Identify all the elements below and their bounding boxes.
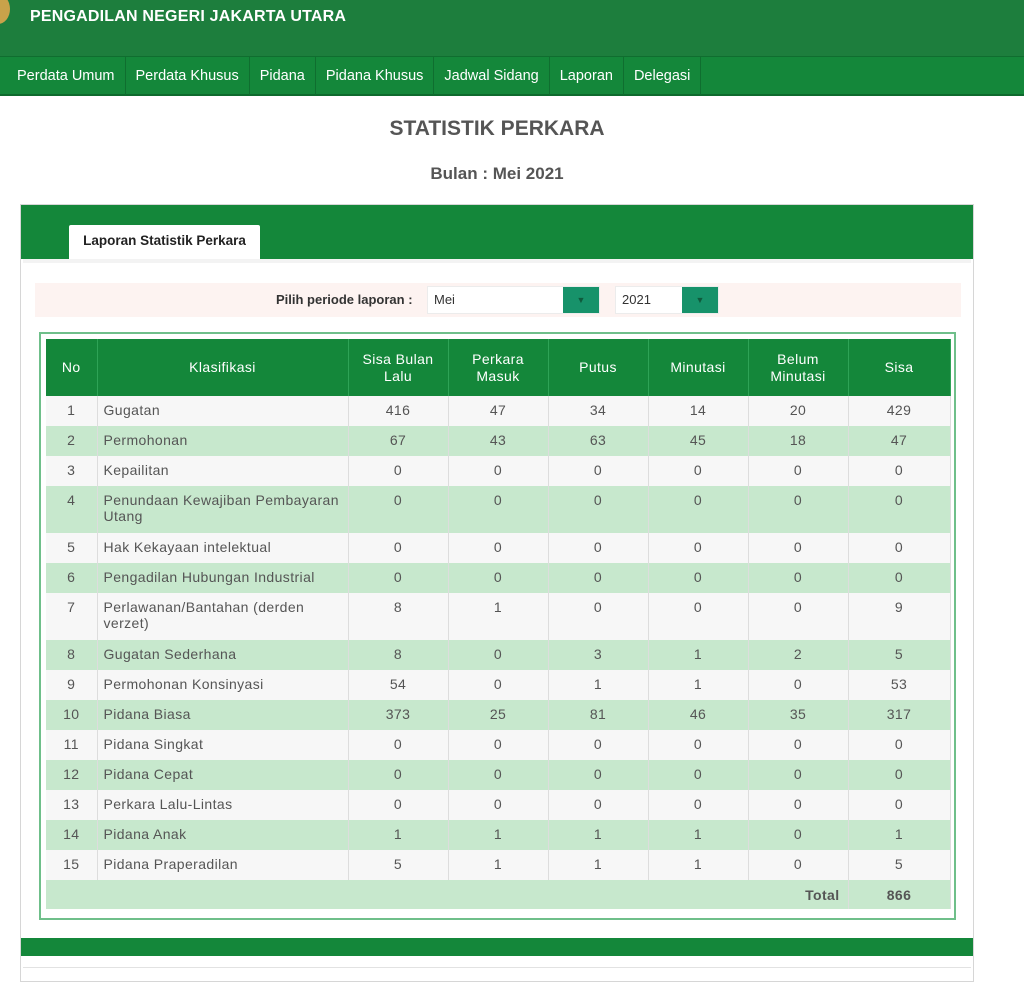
cell-value: 0 <box>348 486 448 533</box>
main-nav <box>0 56 1024 96</box>
cell-value: 0 <box>348 760 448 790</box>
cell-value: 0 <box>748 533 848 563</box>
cell-value: 0 <box>448 730 548 760</box>
cell-value: 0 <box>548 563 648 593</box>
cell-value: 0 <box>448 640 548 670</box>
cell-klasifikasi: Permohonan Konsinyasi <box>97 670 348 700</box>
chevron-down-icon[interactable]: ▼ <box>563 287 599 313</box>
cell-value: 0 <box>848 563 950 593</box>
cell-value: 81 <box>548 700 648 730</box>
cell-value: 53 <box>848 670 950 700</box>
site-title[interactable]: PENGADILAN NEGERI JAKARTA UTARA <box>30 8 347 25</box>
cell-value: 0 <box>448 670 548 700</box>
cell-value: 0 <box>448 563 548 593</box>
table-row <box>46 730 950 760</box>
cell-value: 0 <box>648 730 748 760</box>
cell-value: 0 <box>448 760 548 790</box>
cell-klasifikasi: Pidana Praperadilan <box>97 850 348 880</box>
cell-value: 0 <box>748 486 848 533</box>
cell-value: 0 <box>748 820 848 850</box>
table-row <box>46 396 950 426</box>
cell-value: 416 <box>348 396 448 426</box>
cell-value: 0 <box>448 790 548 820</box>
cell-value: 11 <box>46 730 97 760</box>
site-header <box>0 0 1024 56</box>
cell-value: 1 <box>848 820 950 850</box>
cell-value: 4 <box>46 486 97 533</box>
nav-delegasi[interactable]: Delegasi <box>624 57 701 95</box>
table-row <box>46 456 950 486</box>
col-header: Klasifikasi <box>97 339 348 396</box>
cell-klasifikasi: Pengadilan Hubungan Industrial <box>97 563 348 593</box>
col-header: Perkara Masuk <box>448 339 548 396</box>
cell-value: 317 <box>848 700 950 730</box>
report-panel <box>20 204 974 982</box>
tab-laporan-statistik[interactable]: Laporan Statistik Perkara <box>69 225 260 259</box>
cell-value: 0 <box>648 790 748 820</box>
col-header: Sisa <box>848 339 950 396</box>
table-row <box>46 640 950 670</box>
table-row <box>46 790 950 820</box>
table-header-row <box>46 339 950 396</box>
cell-value: 0 <box>848 790 950 820</box>
cell-value: 34 <box>548 396 648 426</box>
panel-footer-bar <box>21 938 973 956</box>
stats-table <box>46 339 951 909</box>
cell-value: 43 <box>448 426 548 456</box>
cell-value: 0 <box>848 760 950 790</box>
cell-value: 0 <box>648 533 748 563</box>
cell-value: 0 <box>348 730 448 760</box>
cell-value: 1 <box>448 593 548 640</box>
cell-value: 1 <box>548 670 648 700</box>
cell-value: 0 <box>348 456 448 486</box>
chevron-down-icon[interactable]: ▼ <box>682 287 718 313</box>
panel-divider <box>23 259 971 263</box>
cell-klasifikasi: Pidana Biasa <box>97 700 348 730</box>
nav-jadwal-sidang[interactable]: Jadwal Sidang <box>434 57 549 95</box>
cell-value: 8 <box>348 593 448 640</box>
court-logo <box>0 0 10 24</box>
cell-value: 0 <box>548 760 648 790</box>
cell-value: 0 <box>748 563 848 593</box>
cell-value: 0 <box>448 486 548 533</box>
cell-value: 0 <box>548 593 648 640</box>
table-row <box>46 700 950 730</box>
cell-value: 35 <box>748 700 848 730</box>
col-header: Belum Minutasi <box>748 339 848 396</box>
cell-value: 63 <box>548 426 648 456</box>
cell-value: 5 <box>46 533 97 563</box>
nav-pidana-khusus[interactable]: Pidana Khusus <box>316 57 435 95</box>
cell-value: 54 <box>348 670 448 700</box>
cell-value: 0 <box>748 790 848 820</box>
page-subtitle: Bulan : Mei 2021 <box>430 164 564 183</box>
cell-value: 0 <box>748 593 848 640</box>
cell-value: 0 <box>848 533 950 563</box>
cell-value: 47 <box>448 396 548 426</box>
cell-value: 0 <box>848 486 950 533</box>
cell-value: 14 <box>46 820 97 850</box>
cell-value: 47 <box>848 426 950 456</box>
cell-value: 0 <box>548 456 648 486</box>
cell-value: 0 <box>848 456 950 486</box>
filter-label: Pilih periode laporan : <box>276 292 413 307</box>
col-header: No <box>46 339 97 396</box>
month-select[interactable] <box>427 286 600 314</box>
cell-value: 1 <box>648 670 748 700</box>
col-header: Sisa Bulan Lalu <box>348 339 448 396</box>
cell-value: 2 <box>748 640 848 670</box>
cell-value: 0 <box>648 593 748 640</box>
table-row <box>46 486 950 533</box>
cell-value: 9 <box>46 670 97 700</box>
cell-value: 0 <box>548 790 648 820</box>
table-row <box>46 563 950 593</box>
cell-value: 0 <box>448 533 548 563</box>
table-total-row <box>46 880 950 909</box>
cell-klasifikasi: Gugatan <box>97 396 348 426</box>
cell-klasifikasi: Pidana Cepat <box>97 760 348 790</box>
table-row <box>46 820 950 850</box>
nav-laporan[interactable]: Laporan <box>550 57 624 95</box>
cell-value: 0 <box>348 533 448 563</box>
cell-klasifikasi: Pidana Anak <box>97 820 348 850</box>
cell-value: 15 <box>46 850 97 880</box>
cell-value: 0 <box>748 670 848 700</box>
cell-value: 5 <box>848 850 950 880</box>
col-header: Putus <box>548 339 648 396</box>
table-row <box>46 760 950 790</box>
cell-value: 46 <box>648 700 748 730</box>
cell-value: 0 <box>448 456 548 486</box>
cell-value: 1 <box>448 820 548 850</box>
cell-value: 0 <box>348 563 448 593</box>
panel-header <box>21 205 973 259</box>
cell-value: 3 <box>548 640 648 670</box>
cell-klasifikasi: Gugatan Sederhana <box>97 640 348 670</box>
total-value: 866 <box>848 880 950 909</box>
month-value: Mei <box>434 292 455 307</box>
cell-value: 0 <box>748 730 848 760</box>
cell-value: 5 <box>348 850 448 880</box>
cell-value: 1 <box>548 820 648 850</box>
cell-klasifikasi: Pidana Singkat <box>97 730 348 760</box>
cell-value: 1 <box>648 850 748 880</box>
cell-value: 7 <box>46 593 97 640</box>
cell-value: 2 <box>46 426 97 456</box>
cell-value: 1 <box>648 820 748 850</box>
year-value: 2021 <box>622 292 651 307</box>
cell-value: 0 <box>648 486 748 533</box>
col-header: Minutasi <box>648 339 748 396</box>
cell-value: 3 <box>46 456 97 486</box>
cell-value: 0 <box>848 730 950 760</box>
table-row <box>46 850 950 880</box>
cell-klasifikasi: Hak Kekayaan intelektual <box>97 533 348 563</box>
cell-value: 0 <box>648 456 748 486</box>
cell-value: 373 <box>348 700 448 730</box>
cell-value: 0 <box>748 760 848 790</box>
nav-perdata-umum[interactable]: Perdata Umum <box>7 57 126 95</box>
stats-table-frame <box>39 332 956 920</box>
cell-value: 0 <box>548 730 648 760</box>
cell-value: 14 <box>648 396 748 426</box>
table-row <box>46 670 950 700</box>
cell-value: 13 <box>46 790 97 820</box>
cell-value: 0 <box>548 533 648 563</box>
cell-value: 6 <box>46 563 97 593</box>
cell-value: 0 <box>648 760 748 790</box>
table-row <box>46 593 950 640</box>
total-label: Total <box>46 880 848 909</box>
cell-value: 0 <box>648 563 748 593</box>
cell-value: 1 <box>648 640 748 670</box>
cell-value: 9 <box>848 593 950 640</box>
cell-value: 12 <box>46 760 97 790</box>
cell-value: 0 <box>348 790 448 820</box>
cell-klasifikasi: Perlawanan/Bantahan (derden verzet) <box>97 593 348 640</box>
cell-value: 0 <box>748 456 848 486</box>
cell-value: 20 <box>748 396 848 426</box>
cell-value: 45 <box>648 426 748 456</box>
year-select[interactable] <box>615 286 719 314</box>
cell-value: 8 <box>348 640 448 670</box>
table-row <box>46 426 950 456</box>
cell-value: 8 <box>46 640 97 670</box>
cell-klasifikasi: Penundaan Kewajiban Pembayaran Utang <box>97 486 348 533</box>
cell-value: 1 <box>348 820 448 850</box>
cell-klasifikasi: Perkara Lalu-Lintas <box>97 790 348 820</box>
nav-perdata-khusus[interactable]: Perdata Khusus <box>126 57 250 95</box>
cell-value: 1 <box>448 850 548 880</box>
table-row <box>46 533 950 563</box>
cell-value: 67 <box>348 426 448 456</box>
panel-footer-line <box>23 967 971 968</box>
cell-value: 10 <box>46 700 97 730</box>
cell-value: 0 <box>748 850 848 880</box>
cell-value: 18 <box>748 426 848 456</box>
cell-value: 1 <box>548 850 648 880</box>
cell-value: 429 <box>848 396 950 426</box>
nav-pidana[interactable]: Pidana <box>250 57 316 95</box>
cell-klasifikasi: Permohonan <box>97 426 348 456</box>
page-title: STATISTIK PERKARA <box>389 117 605 140</box>
cell-value: 1 <box>46 396 97 426</box>
cell-klasifikasi: Kepailitan <box>97 456 348 486</box>
cell-value: 25 <box>448 700 548 730</box>
table-body <box>46 396 950 909</box>
period-filter <box>35 283 961 317</box>
cell-value: 5 <box>848 640 950 670</box>
cell-value: 0 <box>548 486 648 533</box>
